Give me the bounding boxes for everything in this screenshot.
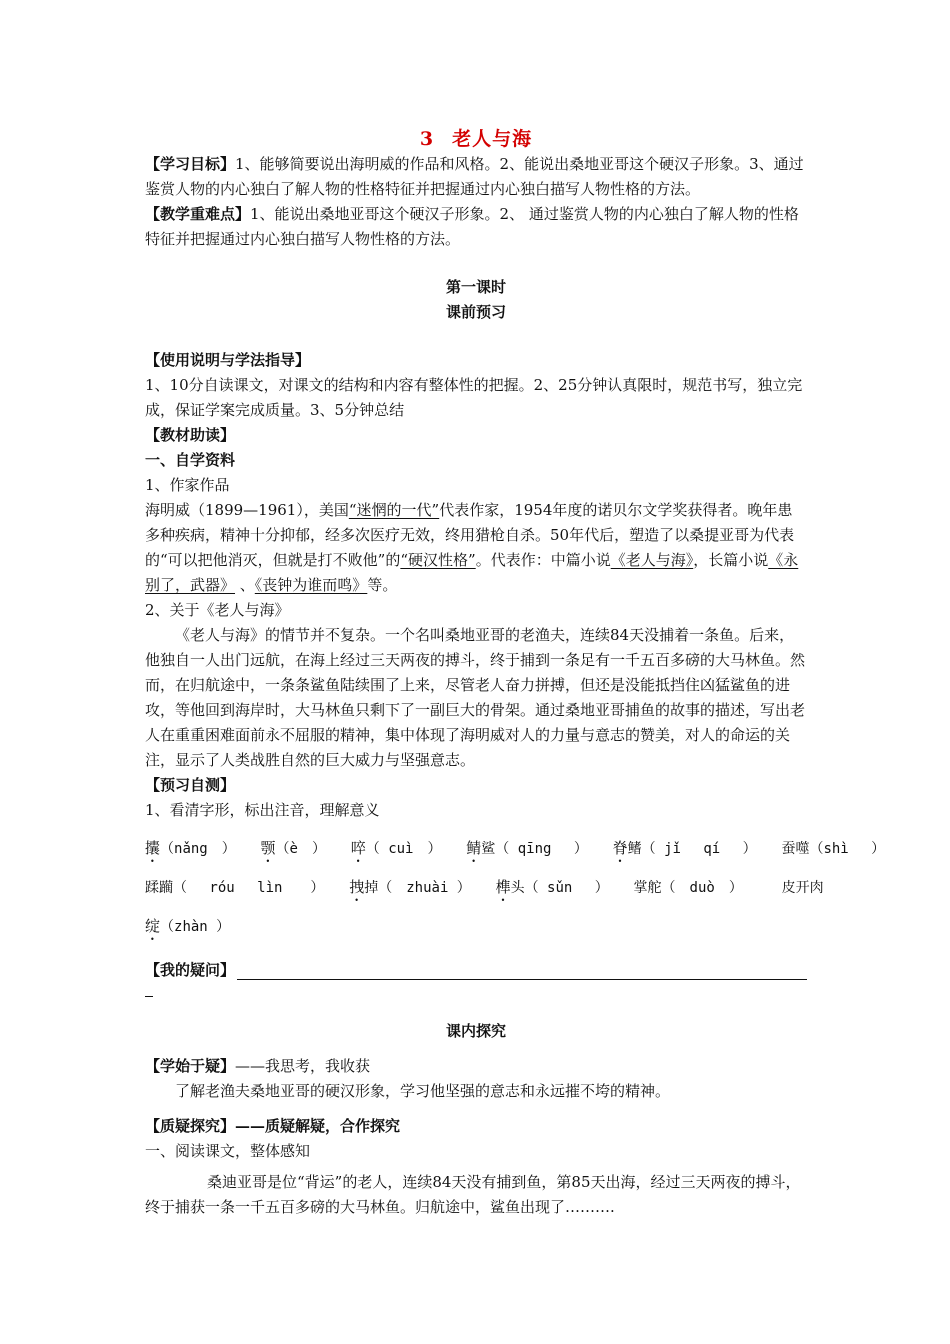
vocab-item: 颚（è ） bbox=[260, 839, 326, 857]
author-paragraph: 海明威（1899—1961），美国“迷惘的一代”代表作家，1954年度的诺贝尔文学奖获得者。晚年患多种疾病，精神十分抑郁，经多次医疗无效，终用猎枪自杀。50年代后，塑造了以桑提亚哥为代表的“可以把他消灭，但就是打不败他”的“硬汉性格”。代表作：中篇小说《老人与海》，长篇小说《永别了，武器》 、《丧钟为谁而鸣》等。 bbox=[145, 501, 799, 594]
lesson-period: 第一课时 bbox=[445, 278, 506, 296]
vocab-item: 攮（nǎng ） bbox=[145, 839, 236, 857]
vocab-item: 拽掉（ zhuài ） bbox=[349, 878, 471, 896]
about-book-heading: 2、关于《老人与海》 bbox=[145, 601, 290, 619]
vocab-item: 啐（ cuì ） bbox=[350, 839, 442, 857]
about-book-text: 《老人与海》的情节并不复杂。一个名叫桑地亚哥的老渔夫，连续84天没捕着一条鱼。后来，他独自一人出门远航，在海上经过三天两夜的搏斗，终于捕到一条足有一千五百多磅的大马林鱼。然而，在归航途中，一条条鲨鱼陆续围了上来，尽管老人奋力拼搏，但还是没能抵挡住凶猛鲨鱼的进攻，等他回到海岸时，大马林鱼只剩下了一副巨大的骨架。通过桑地亚哥捕鱼的故事的描述，写出老人在重重困难面前永不屈服的精神，集中体现了海明威对人的力量与意志的赞美，对人的命运的关注，显示了人类战胜自然的巨大威力与坚强意志。 bbox=[145, 626, 806, 769]
usage-text: 1、10分自读课文，对课文的结构和内容有整体性的把握。2、25分钟认真限时，规范书写，独立完成，保证学案完成质量。3、5分钟总结 bbox=[145, 376, 803, 419]
lesson-title bbox=[145, 128, 807, 150]
self-test-label: 【预习自测】 bbox=[145, 776, 236, 794]
key-points-text: 1、能说出桑地亚哥这个硬汉子形象。2、 通过鉴赏人物的内心独白了解人物的性格特征并把握通过内心独白描写人物性格的方法。 bbox=[145, 205, 799, 248]
objectives-paragraph bbox=[145, 152, 807, 202]
work-old-man-and-sea: 《老人与海》 bbox=[610, 551, 694, 569]
inquiry-heading: 课内探究 bbox=[445, 1022, 506, 1040]
work-farewell-to-arms: 《永别了，武器》 bbox=[145, 551, 799, 594]
vocab-item: 蹂躏（ róu lìn ） bbox=[145, 880, 325, 896]
author-works-heading: 1、作家作品 bbox=[145, 476, 230, 494]
question-inquiry: 【质疑探究】——质疑解疑，合作探究 bbox=[145, 1117, 401, 1135]
learn-body: 了解老渔夫桑地亚哥的硬汉形象，学习他坚强的意志和永远摧不垮的精神。 bbox=[175, 1082, 671, 1100]
vocab-item: 掌舵（ duò ） bbox=[633, 880, 743, 896]
my-doubts-line bbox=[145, 950, 807, 980]
vocab-row-1 bbox=[145, 829, 886, 868]
vocab-item: 榫头（ sǔn ） bbox=[495, 878, 609, 896]
lesson-number: 3 bbox=[419, 128, 435, 150]
objectives-label: 【学习目标】 bbox=[145, 155, 236, 173]
learn-from-doubt: 【学始于疑】——我思考，我收获 bbox=[145, 1057, 371, 1075]
lesson-title-text: 老人与海 bbox=[452, 128, 533, 150]
preview-heading: 课前预习 bbox=[445, 303, 506, 321]
vocab-row-3 bbox=[145, 907, 807, 946]
self-test-item1: 1、看清字形，标出注音，理解意义 bbox=[145, 801, 380, 819]
lost-generation-term: “迷惘的一代” bbox=[348, 501, 440, 519]
objectives-text: 1、能够简要说出海明威的作品和风格。2、能说出桑地亚哥这个硬汉子形象。3、通过鉴赏人物的内心独白了解人物的性格特征并把握通过内心独白描写人物性格的方法。 bbox=[145, 155, 804, 198]
vocab-row-2 bbox=[145, 868, 824, 907]
tough-character-term: “硬汉性格” bbox=[400, 551, 476, 569]
worksheet-page bbox=[145, 128, 886, 1220]
key-points-paragraph bbox=[145, 202, 807, 252]
vocab-item: 绽（zhàn ） bbox=[145, 917, 231, 935]
reading-part1: 一、阅读课文，整体感知 bbox=[145, 1142, 311, 1160]
work-for-whom-bell-tolls: 《丧钟为谁而鸣》 bbox=[254, 576, 368, 594]
summary-text: 桑迪亚哥是位“背运”的老人，连续84天没有捕到鱼，第85天出海，经过三天两夜的搏斗，终于捕获一条一千五百多磅的大马林鱼。归航途中，鲨鱼出现了………. bbox=[145, 1173, 801, 1216]
answer-dash bbox=[145, 986, 153, 997]
vocab-item: 鲭鲨（ qīng ） bbox=[466, 839, 588, 857]
vocab-item: 蚕噬（shì ） bbox=[781, 841, 886, 857]
usage-label: 【使用说明与学法指导】 bbox=[145, 351, 311, 369]
self-study-heading: 一、自学资料 bbox=[145, 451, 236, 469]
vocab-item: 脊鳍（ jǐ qí ） bbox=[612, 839, 757, 857]
textbook-help-label: 【教材助读】 bbox=[145, 426, 236, 444]
doubts-answer-line[interactable] bbox=[237, 961, 807, 980]
vocab-item: 皮开肉 bbox=[767, 880, 824, 896]
my-doubts-label: 【我的疑问】 bbox=[145, 961, 236, 979]
key-points-label: 【教学重难点】 bbox=[145, 205, 251, 223]
